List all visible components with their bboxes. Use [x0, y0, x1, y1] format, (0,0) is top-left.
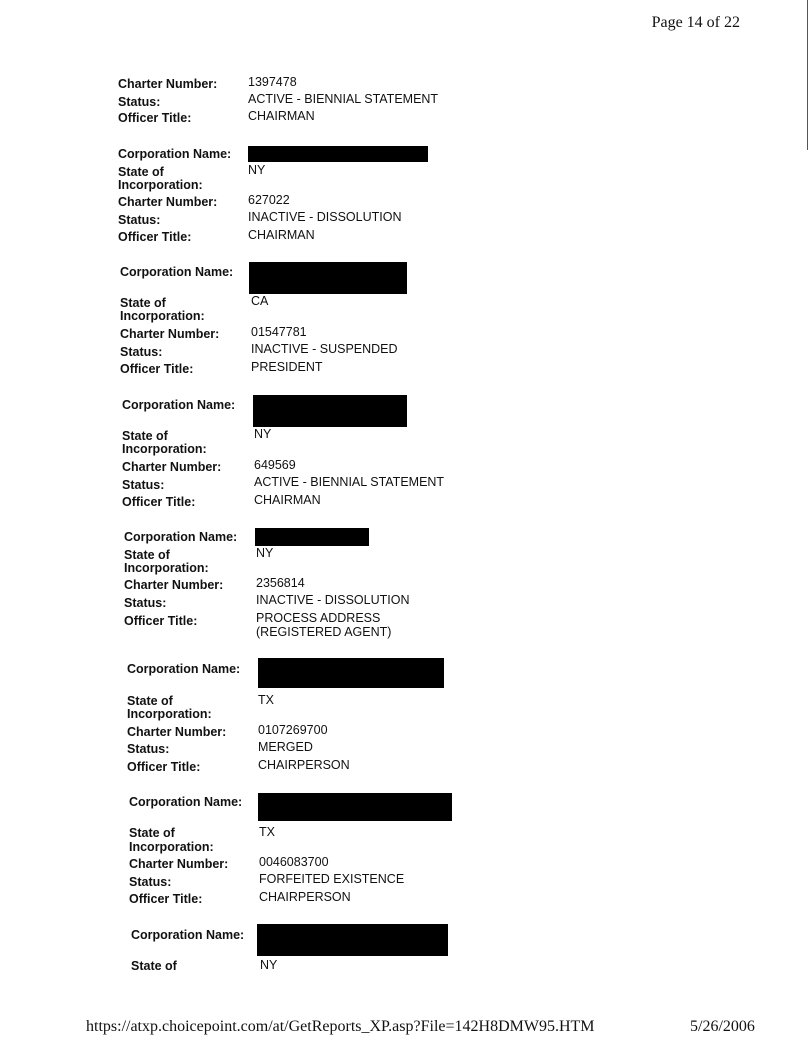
- status-label: Status:: [120, 345, 163, 359]
- state-value: TX: [258, 693, 274, 707]
- status-value: INACTIVE - DISSOLUTION: [248, 210, 402, 224]
- charter-number-value: 0107269700: [258, 723, 328, 737]
- state-of-label: State of: [124, 548, 170, 562]
- status-label: Status:: [129, 875, 172, 889]
- officer-title-value: CHAIRPERSON: [258, 758, 350, 772]
- scan-edge-line: [807, 0, 808, 150]
- incorporation-label: Incorporation:: [124, 561, 209, 575]
- footer-date: 5/26/2006: [690, 1018, 755, 1035]
- officer-title-value: CHAIRPERSON: [259, 890, 351, 904]
- redaction-block: [257, 924, 448, 956]
- charter-number-label: Charter Number:: [127, 725, 227, 739]
- officer-title-value: PRESIDENT: [251, 360, 323, 374]
- charter-number-label: Charter Number:: [124, 578, 224, 592]
- officer-title-label: Officer Title:: [120, 362, 194, 376]
- status-label: Status:: [127, 742, 170, 756]
- state-value: NY: [254, 427, 272, 441]
- charter-number-value: 2356814: [256, 576, 305, 590]
- officer-title-value: CHAIRMAN: [254, 493, 321, 507]
- officer-title-label: Officer Title:: [129, 892, 203, 906]
- state-value: NY: [248, 163, 266, 177]
- incorporation-label: Incorporation:: [127, 707, 212, 721]
- status-value: ACTIVE - BIENNIAL STATEMENT: [248, 92, 439, 106]
- state-of-label: State of: [122, 429, 168, 443]
- officer-title-label: Officer Title:: [122, 495, 196, 509]
- charter-number-value: 649569: [254, 458, 296, 472]
- status-value: INACTIVE - DISSOLUTION: [256, 593, 410, 607]
- officer-title-value: CHAIRMAN: [248, 109, 315, 123]
- state-of-label: State of: [118, 165, 164, 179]
- officer-title-value-line2: (REGISTERED AGENT): [256, 625, 392, 639]
- redaction-block: [258, 793, 452, 821]
- state-of-label: State of: [131, 959, 177, 973]
- state-value: CA: [251, 294, 269, 308]
- redaction-block: [258, 658, 444, 688]
- redaction-block: [248, 146, 428, 162]
- officer-title-label: Officer Title:: [124, 614, 198, 628]
- charter-number-label: Charter Number:: [122, 460, 222, 474]
- status-value: MERGED: [258, 740, 313, 754]
- status-label: Status:: [122, 478, 165, 492]
- page-number: Page 14 of 22: [651, 14, 740, 31]
- state-value: NY: [260, 958, 278, 972]
- incorporation-label: Incorporation:: [120, 309, 205, 323]
- corporation-name-label: Corporation Name:: [131, 928, 245, 942]
- state-of-label: State of: [127, 694, 173, 708]
- incorporation-label: Incorporation:: [118, 178, 203, 192]
- charter-number-label: Charter Number:: [118, 195, 218, 209]
- charter-number-label: Charter Number:: [120, 327, 220, 341]
- status-value: ACTIVE - BIENNIAL STATEMENT: [254, 475, 445, 489]
- corporation-name-label: Corporation Name:: [118, 147, 232, 161]
- officer-title-label: Officer Title:: [118, 111, 192, 125]
- charter-number-value: 01547781: [251, 325, 307, 339]
- footer-url: https://atxp.choicepoint.com/at/GetReports_XP.asp?File=142H8DMW95.HTM: [86, 1018, 595, 1035]
- state-of-label: State of: [120, 296, 166, 310]
- redaction-block: [249, 262, 407, 294]
- corporation-name-label: Corporation Name:: [120, 265, 234, 279]
- corporation-name-label: Corporation Name:: [129, 795, 243, 809]
- officer-title-label: Officer Title:: [118, 230, 192, 244]
- officer-title-label: Officer Title:: [127, 760, 201, 774]
- corporation-name-label: Corporation Name:: [127, 662, 241, 676]
- status-value: FORFEITED EXISTENCE: [259, 872, 405, 886]
- redaction-block: [253, 395, 407, 427]
- corporation-name-label: Corporation Name:: [124, 530, 238, 544]
- officer-title-value: CHAIRMAN: [248, 228, 315, 242]
- status-label: Status:: [124, 596, 167, 610]
- redaction-block: [255, 528, 369, 546]
- charter-number-label: Charter Number:: [118, 77, 218, 91]
- state-value: TX: [259, 825, 275, 839]
- status-value: INACTIVE - SUSPENDED: [251, 342, 398, 356]
- officer-title-value-line1: PROCESS ADDRESS: [256, 611, 381, 625]
- status-label: Status:: [118, 213, 161, 227]
- incorporation-label: Incorporation:: [122, 442, 207, 456]
- state-value: NY: [256, 546, 274, 560]
- charter-number-value: 0046083700: [259, 855, 329, 869]
- corporation-name-label: Corporation Name:: [122, 398, 236, 412]
- charter-number-label: Charter Number:: [129, 857, 229, 871]
- incorporation-label: Incorporation:: [129, 840, 214, 854]
- state-of-label: State of: [129, 826, 175, 840]
- status-label: Status:: [118, 95, 161, 109]
- charter-number-value: 1397478: [248, 75, 297, 89]
- charter-number-value: 627022: [248, 193, 290, 207]
